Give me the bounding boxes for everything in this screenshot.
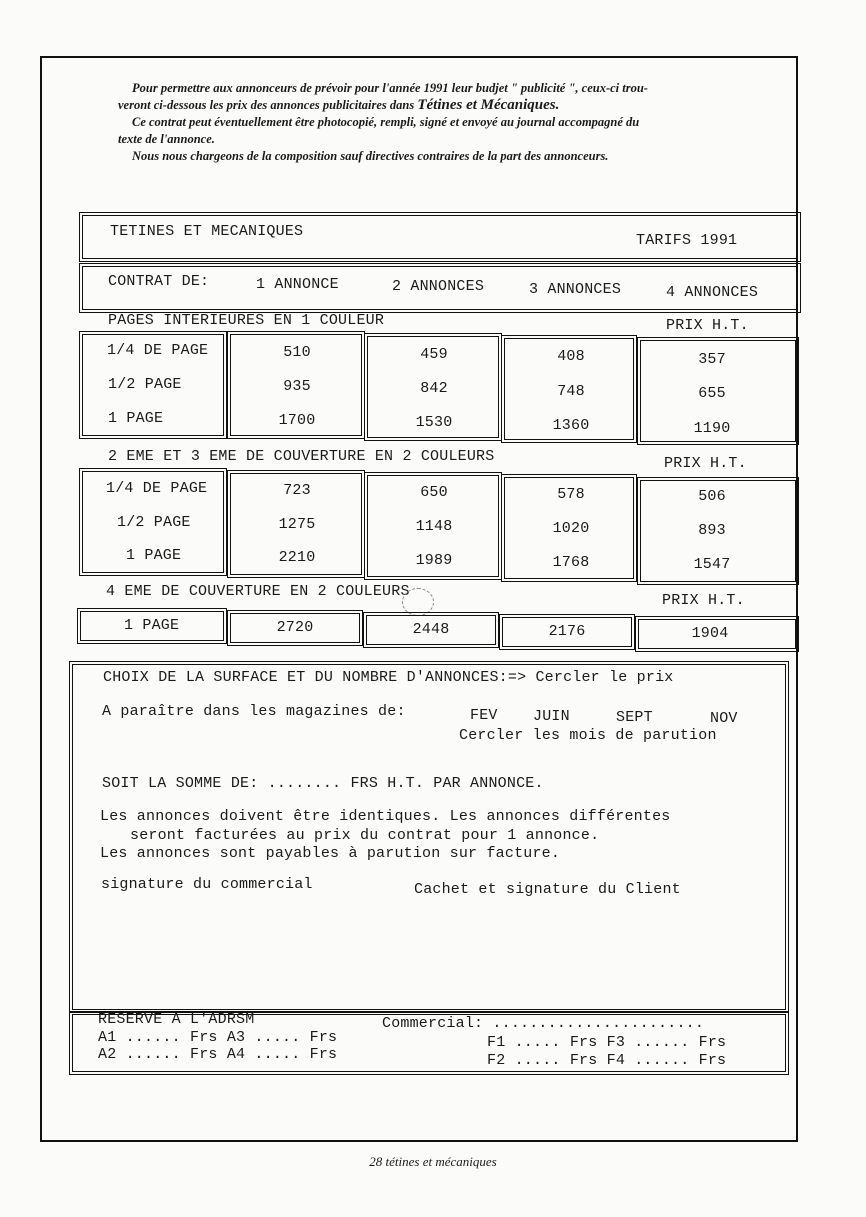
- intro-line-3: Ce contrat peut éventuellement être photocopié, rempli, signé et envoyé au journal accompagné du: [132, 115, 640, 129]
- signature-client-label: Cachet et signature du Client: [414, 881, 681, 898]
- choice-instruction: CHOIX DE LA SURFACE ET DU NOMBRE D'ANNONCES:=> Cercler le prix: [103, 669, 674, 686]
- price-value: 748: [557, 383, 585, 400]
- magazines-label: A paraître dans les magazines de:: [102, 703, 406, 720]
- price-value: 1904: [691, 625, 729, 642]
- contract-option-3: 3 ANNONCES: [529, 281, 622, 298]
- intro-line-4: texte de l'annonce.: [118, 132, 215, 146]
- price-value: 1148: [415, 518, 453, 535]
- price-value: 1547: [693, 556, 731, 573]
- price-value: 723: [283, 482, 311, 499]
- row-label: 1 PAGE: [108, 410, 164, 427]
- price-value: 2210: [278, 549, 316, 566]
- price-value: 935: [283, 378, 311, 395]
- price-value: 650: [420, 484, 448, 501]
- condition-note-3: Les annonces sont payables à parution sur facture.: [100, 845, 561, 862]
- month-sept: SEPT: [616, 709, 653, 726]
- price-value: 655: [698, 385, 726, 402]
- price-value: 2176: [548, 623, 586, 640]
- page-footer: 28 tétines et mécaniques: [369, 1154, 497, 1169]
- price-value: 2448: [412, 621, 450, 638]
- price-value: 578: [557, 486, 585, 503]
- price-value: 1360: [552, 417, 590, 434]
- row-label: 1 PAGE: [124, 617, 180, 634]
- price-value: 1190: [693, 420, 731, 437]
- intro-text: [118, 80, 778, 165]
- row-label: 1 PAGE: [126, 547, 182, 564]
- intro-line-5: Nous nous chargeons de la composition sauf directives contraires de la part des annonceurs.: [132, 149, 609, 163]
- reserved-a-row-2: A2 ...... Frs A4 ..... Frs: [98, 1046, 338, 1063]
- price-label-interior: PRIX H.T.: [666, 317, 749, 334]
- tarifs-label: TARIFS 1991: [636, 232, 738, 249]
- row-label: 1/4 DE PAGE: [106, 480, 208, 497]
- condition-note-1: Les annonces doivent être identiques. Les annonces différentes: [100, 808, 671, 825]
- price-value: 2720: [276, 619, 314, 636]
- intro-line-1: Pour permettre aux annonceurs de prévoir pour l'année 1991 leur budjet " publicité ", ceux-ci trou-: [132, 81, 648, 95]
- price-value: 459: [420, 346, 448, 363]
- signature-commercial-label: signature du commercial: [101, 876, 313, 893]
- reserved-f-row-1: F1 ..... Frs F3 ...... Frs: [487, 1034, 727, 1051]
- reserved-commercial: Commercial: .......................: [382, 1015, 705, 1032]
- price-value: 1530: [415, 414, 453, 431]
- section-title-cover-2-3: 2 EME ET 3 EME DE COUVERTURE EN 2 COULEURS: [108, 448, 495, 465]
- price-value: 842: [420, 380, 448, 397]
- section-title-cover-4: 4 EME DE COUVERTURE EN 2 COULEURS: [106, 583, 410, 600]
- price-value: 408: [557, 348, 585, 365]
- magazine-name: Tétines et Mécaniques.: [417, 97, 560, 113]
- condition-note-2: seront facturées au prix du contrat pour 1 annonce.: [130, 827, 600, 844]
- header-title: TETINES ET MECANIQUES: [110, 223, 304, 240]
- row-label: 1/2 PAGE: [117, 514, 191, 531]
- reserved-title: RESERVE A L'ADRSM: [98, 1011, 255, 1028]
- price-value: 1275: [278, 516, 316, 533]
- reserved-a-row-1: A1 ...... Frs A3 ..... Frs: [98, 1029, 338, 1046]
- price-value: 1020: [552, 520, 590, 537]
- contract-option-4: 4 ANNONCES: [666, 284, 759, 301]
- contract-label: CONTRAT DE:: [108, 273, 210, 290]
- months-hint: Cercler les mois de parution: [459, 727, 717, 744]
- intro-line-2-text: veront ci-dessous les prix des annonces publicitaires dans: [118, 98, 418, 112]
- price-value: 510: [283, 344, 311, 361]
- price-value: 1768: [552, 554, 590, 571]
- ink-stamp-mark: [402, 588, 434, 616]
- price-value: 1989: [415, 552, 453, 569]
- month-nov: NOV: [710, 710, 738, 727]
- total-sum-line: SOIT LA SOMME DE: ........ FRS H.T. PAR ANNONCE.: [102, 775, 544, 792]
- price-value: 893: [698, 522, 726, 539]
- reserved-f-row-2: F2 ..... Frs F4 ...... Frs: [487, 1052, 727, 1069]
- section-title-interior: PAGES INTERIEURES EN 1 COULEUR: [108, 312, 385, 329]
- row-label: 1/4 DE PAGE: [107, 342, 209, 359]
- price-value: 357: [698, 351, 726, 368]
- price-label-cover-2-3: PRIX H.T.: [664, 455, 747, 472]
- price-label-cover-4: PRIX H.T.: [662, 592, 745, 609]
- month-feb: FEV: [470, 707, 498, 724]
- price-value: 506: [698, 488, 726, 505]
- row-label: 1/2 PAGE: [108, 376, 182, 393]
- contract-option-2: 2 ANNONCES: [392, 278, 485, 295]
- month-june: JUIN: [533, 708, 570, 725]
- price-value: 1700: [278, 412, 316, 429]
- contract-option-1: 1 ANNONCE: [256, 276, 339, 293]
- intro-line-2: [118, 97, 778, 114]
